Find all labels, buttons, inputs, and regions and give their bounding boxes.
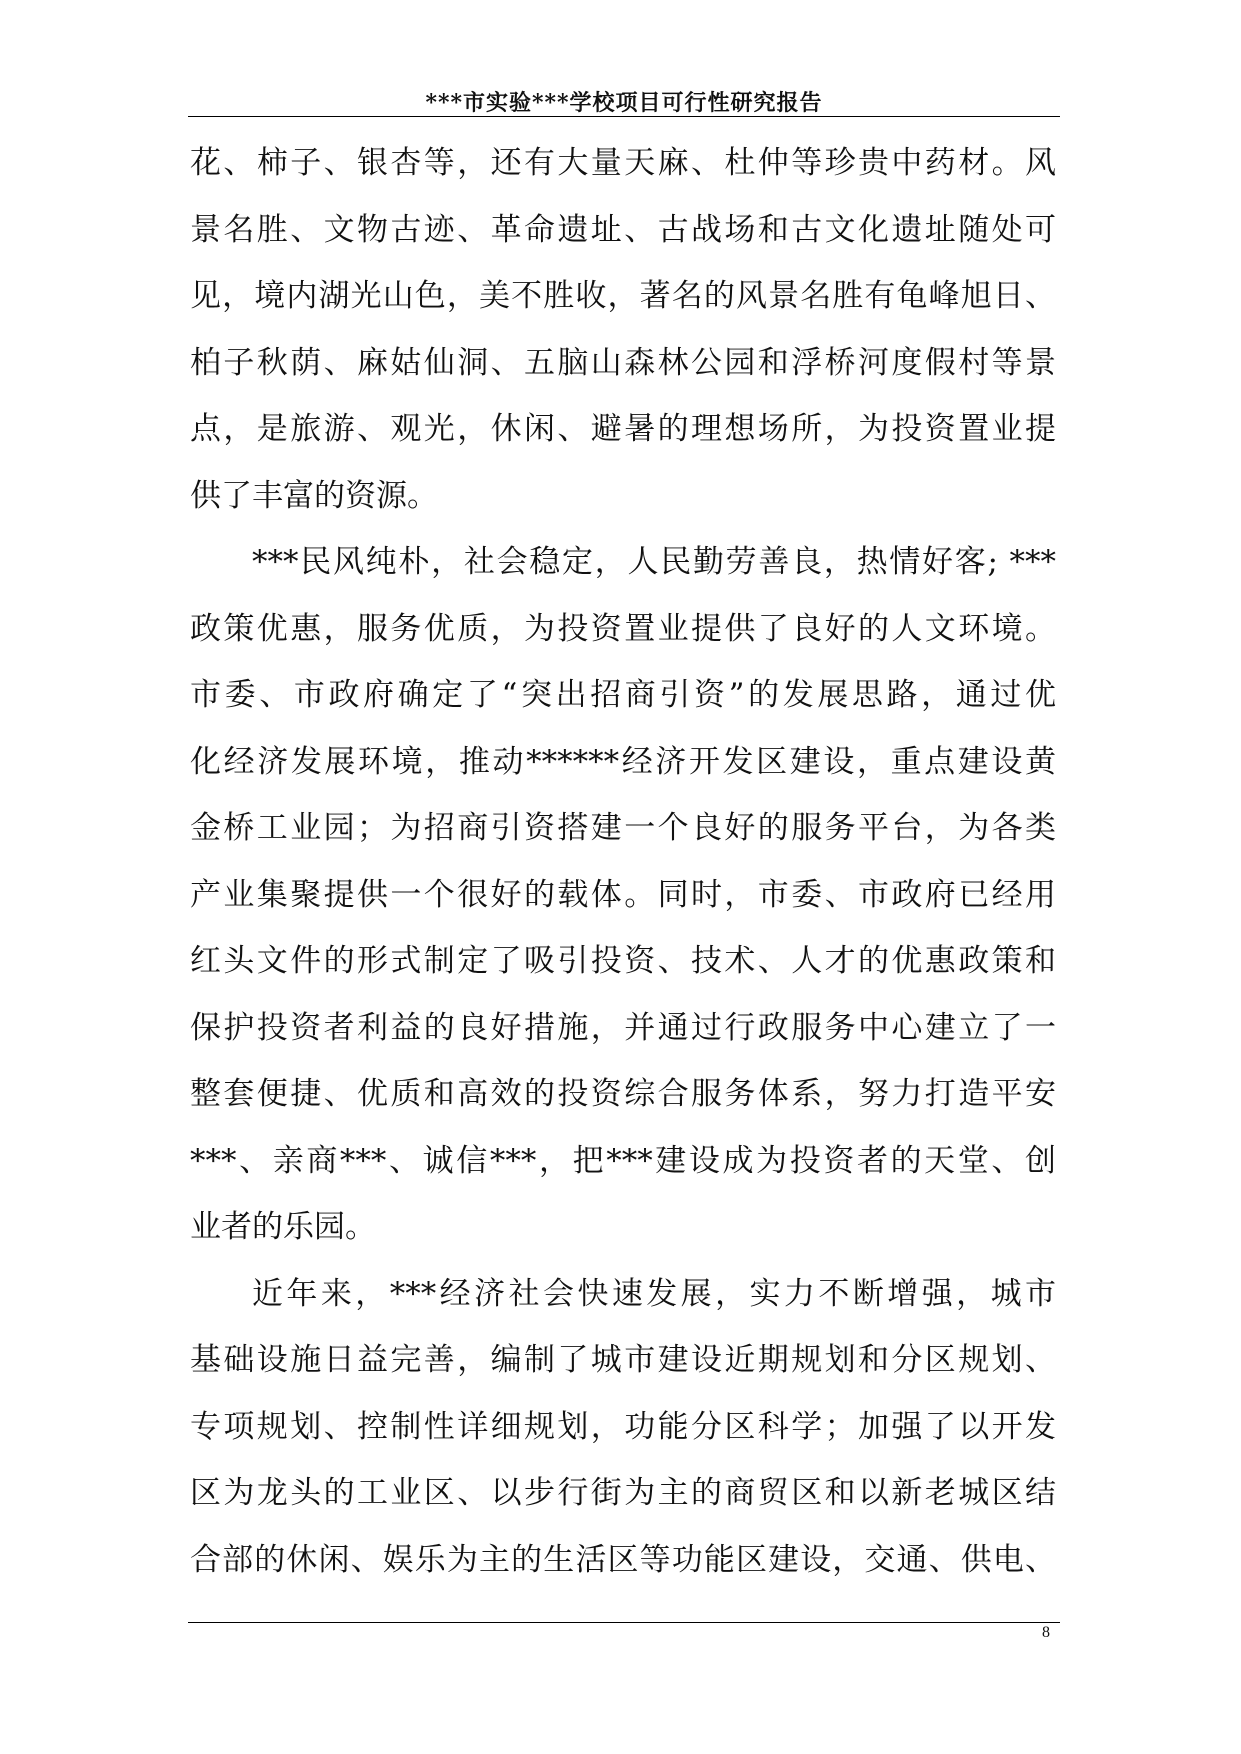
page-number: 8 <box>1042 1624 1050 1641</box>
text-line: 业者的乐园。 <box>190 1209 376 1245</box>
footer-rule <box>188 1622 1060 1623</box>
text-line: 专项规划、控制性详细规划，功能分区科学；加强了以开发 <box>190 1408 1056 1445</box>
text-line: 供了丰富的资源。 <box>190 477 438 514</box>
text-line: 保护投资者利益的良好措施，并通过行政服务中心建立了一 <box>190 1009 1056 1046</box>
text-line: 市委、市政府确定了“突出招商引资”的发展思路，通过优 <box>190 677 1056 713</box>
header-rule <box>188 116 1060 117</box>
text-line: 区为龙头的工业区、以步行街为主的商贸区和以新老城区结 <box>190 1475 1056 1511</box>
body-text <box>190 130 1056 1593</box>
text-line: 近年来，***经济社会快速发展，实力不断增强，城市 <box>252 1275 1056 1312</box>
text-line: 化经济发展环境，推动******经济开发区建设，重点建设黄 <box>190 743 1056 780</box>
text-line: ***、亲商***、诚信***，把***建设成为投资者的天堂、创 <box>190 1142 1056 1179</box>
text-line: 点，是旅游、观光，休闲、避暑的理想场所，为投资置业提 <box>190 411 1056 447</box>
text-line: 产业集聚提供一个很好的载体。同时，市委、市政府已经用 <box>190 876 1056 913</box>
document-header-title: ***市实验***学校项目可行性研究报告 <box>425 90 823 116</box>
text-line: 花、柿子、银杏等，还有大量天麻、杜仲等珍贵中药材。风 <box>190 145 1056 181</box>
text-line: ***民风纯朴，社会稳定，人民勤劳善良，热情好客; *** <box>252 544 1056 580</box>
text-line: 金桥工业园；为招商引资搭建一个良好的服务平台，为各类 <box>190 810 1056 846</box>
text-line: 基础设施日益完善，编制了城市建设近期规划和分区规划、 <box>190 1342 1056 1378</box>
text-line: 整套便捷、优质和高效的投资综合服务体系，努力打造平安 <box>190 1076 1056 1112</box>
text-line: 柏子秋荫、麻姑仙洞、五脑山森林公园和浮桥河度假村等景 <box>190 344 1056 381</box>
text-line: 景名胜、文物古迹、革命遗址、古战场和古文化遗址随处可 <box>190 211 1056 248</box>
text-line: 政策优惠，服务优质，为投资置业提供了良好的人文环境。 <box>190 610 1056 647</box>
text-line: 合部的休闲、娱乐为主的生活区等功能区建设，交通、供电、 <box>190 1541 1056 1578</box>
text-line: 见，境内湖光山色，美不胜收，著名的风景名胜有龟峰旭日、 <box>190 278 1056 314</box>
text-line: 红头文件的形式制定了吸引投资、技术、人才的优惠政策和 <box>190 943 1056 979</box>
